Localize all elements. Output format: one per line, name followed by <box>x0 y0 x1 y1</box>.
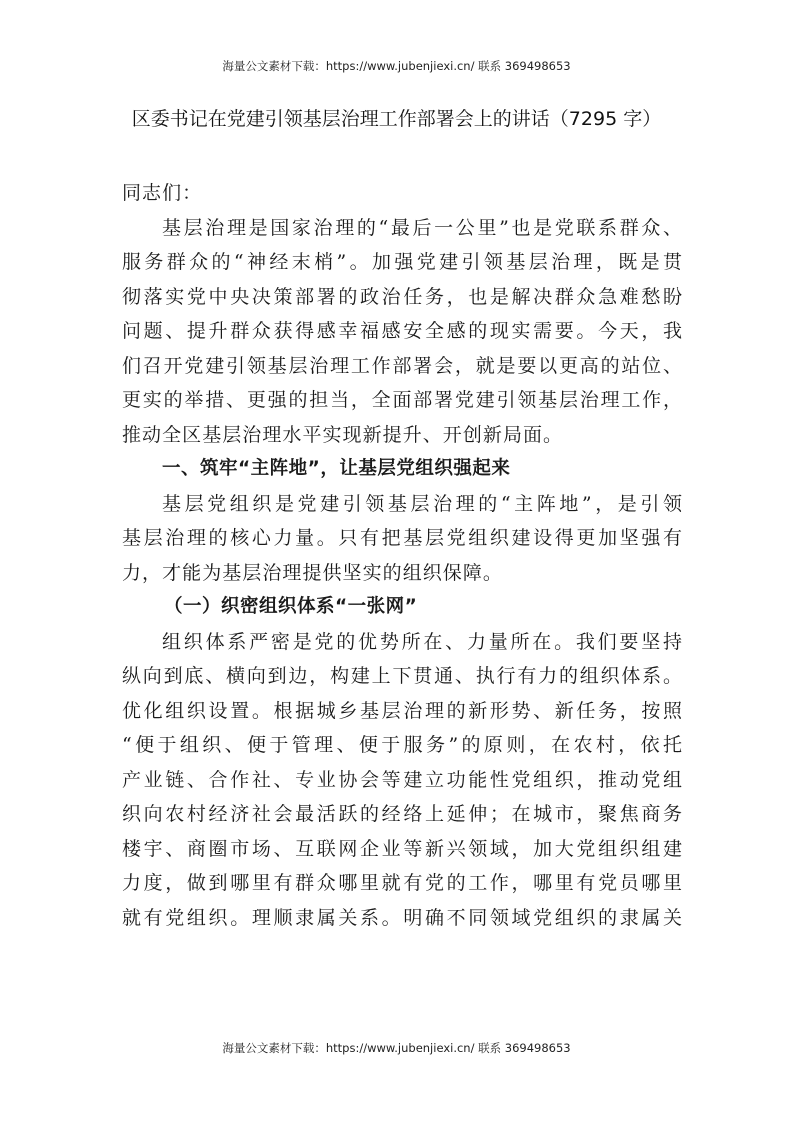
paragraph-line: 彻落实党中央决策部署的政治任务，也是解决群众急难愁盼 <box>122 285 682 308</box>
page-header: 海量公文素材下载：https://www.jubenjiexi.cn/ 联系 369498653 <box>222 59 571 73</box>
paragraph-line: 优化组织设置。根据城乡基层治理的新形势、新任务，按照 <box>122 699 682 722</box>
subsection-heading: （一）织密组织体系“一张网” <box>164 596 418 617</box>
paragraph-line: 问题、提升群众获得感幸福感安全感的现实需要。今天，我 <box>122 320 682 342</box>
salutation: 同志们： <box>122 182 203 204</box>
paragraph-line: 织向农村经济社会最活跃的经络上延伸；在城市，聚焦商务 <box>122 803 682 825</box>
paragraph-line: 基层治理是国家治理的“最后一公里”也是党联系群众、 <box>162 216 682 239</box>
section-heading: 一、筑牢“主阵地”，让基层党组织强起来 <box>162 458 511 479</box>
paragraph-line: 楼宇、商圈市场、互联网企业等新兴领域，加大党组织组建 <box>122 837 682 860</box>
paragraph-line: 组织体系严密是党的优势所在、力量所在。我们要坚持 <box>162 630 682 653</box>
paragraph-line: 力，才能为基层治理提供坚实的组织保障。 <box>122 561 503 584</box>
paragraph-line: 产业链、合作社、专业协会等建立功能性党组织，推动党组 <box>122 768 682 791</box>
paragraph-line: 纵向到底、横向到边，构建上下贯通、执行有力的组织体系。 <box>122 665 682 687</box>
paragraph-line: 就有党组织。理顺隶属关系。明确不同领域党组织的隶属关 <box>122 906 682 929</box>
paragraph-line: 服务群众的“神经末梢”。加强党建引领基层治理，既是贯 <box>122 251 682 273</box>
document-title: 区委书记在党建引领基层治理工作部署会上的讲话（7295 字） <box>131 108 662 130</box>
paragraph-line: 基层党组织是党建引领基层治理的“主阵地”，是引领 <box>162 492 682 515</box>
paragraph-line: 们召开党建引领基层治理工作部署会，就是要以更高的站位、 <box>122 354 682 377</box>
paragraph-line: 更实的举措、更强的担当，全面部署党建引领基层治理工作， <box>122 389 682 411</box>
paragraph-line: “便于组织、便于管理、便于服务”的原则，在农村，依托 <box>122 734 682 756</box>
page-footer: 海量公文素材下载：https://www.jubenjiexi.cn/ 联系 369498653 <box>222 1041 571 1055</box>
document-body <box>122 176 682 935</box>
paragraph-line: 基层治理的核心力量。只有把基层党组织建设得更加坚强有 <box>122 527 682 549</box>
paragraph-line: 推动全区基层治理水平实现新提升、开创新局面。 <box>122 423 564 446</box>
paragraph-line: 力度，做到哪里有群众哪里就有党的工作，哪里有党员哪里 <box>122 872 682 894</box>
